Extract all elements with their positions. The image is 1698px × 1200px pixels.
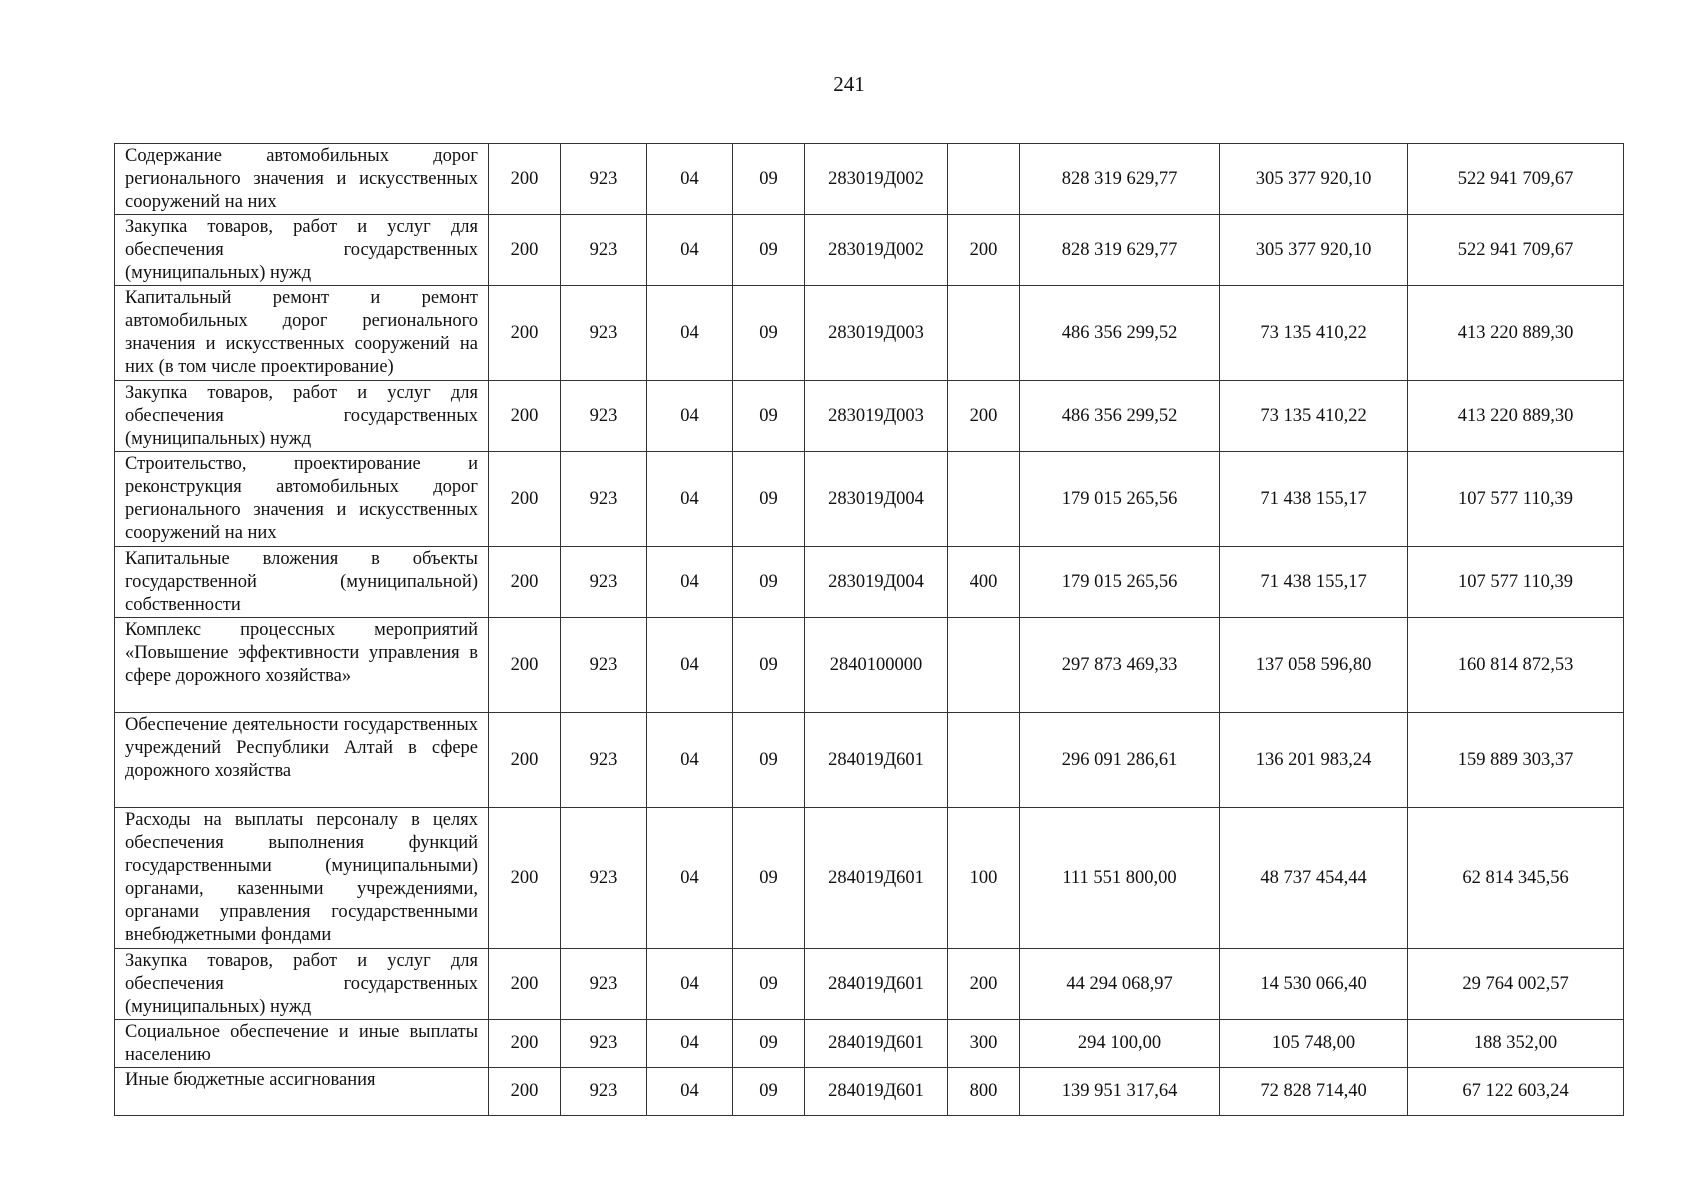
- row-target-cell: 283019Д003: [805, 381, 948, 452]
- row-amount-2-cell: 136 201 983,24: [1220, 713, 1408, 808]
- row-name-cell: Расходы на выплаты персоналу в целях обеспечения выполнения функций государственными (муниципальными) органами, казенными учреждениями, органами управления государственными внебюджетными фондами: [115, 808, 489, 949]
- row-expense-type-cell: 400: [948, 547, 1020, 618]
- row-amount-3-cell: 522 941 709,67: [1408, 215, 1624, 286]
- row-subsection-cell: 09: [733, 215, 805, 286]
- row-target-cell: 283019Д002: [805, 144, 948, 215]
- row-amount-1-cell: 179 015 265,56: [1020, 547, 1220, 618]
- row-code-cell: 200: [489, 547, 561, 618]
- row-section-cell: 04: [647, 1020, 733, 1068]
- row-target-cell: 283019Д004: [805, 547, 948, 618]
- row-ministry-cell: 923: [561, 808, 647, 949]
- row-name-cell: Закупка товаров, работ и услуг для обеспечения государственных (муниципальных) нужд: [115, 215, 489, 286]
- row-amount-3-cell: 67 122 603,24: [1408, 1068, 1624, 1116]
- row-subsection-cell: 09: [733, 1068, 805, 1116]
- row-ministry-cell: 923: [561, 1020, 647, 1068]
- row-amount-2-cell: 71 438 155,17: [1220, 452, 1408, 547]
- row-amount-1-cell: 294 100,00: [1020, 1020, 1220, 1068]
- row-target-cell: 284019Д601: [805, 713, 948, 808]
- row-ministry-cell: 923: [561, 713, 647, 808]
- row-ministry-cell: 923: [561, 618, 647, 713]
- table-row: [115, 547, 1624, 618]
- row-code-cell: 200: [489, 949, 561, 1020]
- row-section-cell: 04: [647, 1068, 733, 1116]
- table-row: [115, 713, 1624, 808]
- table-row: [115, 1020, 1624, 1068]
- row-code-cell: 200: [489, 713, 561, 808]
- row-amount-1-cell: 486 356 299,52: [1020, 286, 1220, 381]
- row-amount-3-cell: 62 814 345,56: [1408, 808, 1624, 949]
- row-expense-type-cell: [948, 713, 1020, 808]
- table-row: [115, 215, 1624, 286]
- row-subsection-cell: 09: [733, 949, 805, 1020]
- row-name-cell: Иные бюджетные ассигнования: [115, 1068, 489, 1116]
- row-amount-3-cell: 107 577 110,39: [1408, 547, 1624, 618]
- row-amount-1-cell: 296 091 286,61: [1020, 713, 1220, 808]
- row-code-cell: 200: [489, 1020, 561, 1068]
- row-amount-2-cell: 71 438 155,17: [1220, 547, 1408, 618]
- row-amount-3-cell: 159 889 303,37: [1408, 713, 1624, 808]
- row-expense-type-cell: 200: [948, 949, 1020, 1020]
- row-name-cell: Строительство, проектирование и реконструкция автомобильных дорог регионального значения и искусственных сооружений на них: [115, 452, 489, 547]
- row-amount-2-cell: 14 530 066,40: [1220, 949, 1408, 1020]
- row-subsection-cell: 09: [733, 286, 805, 381]
- row-code-cell: 200: [489, 1068, 561, 1116]
- row-target-cell: 283019Д003: [805, 286, 948, 381]
- row-amount-1-cell: 828 319 629,77: [1020, 144, 1220, 215]
- row-code-cell: 200: [489, 144, 561, 215]
- row-section-cell: 04: [647, 547, 733, 618]
- row-target-cell: 284019Д601: [805, 1020, 948, 1068]
- row-name-cell: Капитальный ремонт и ремонт автомобильных дорог регионального значения и искусственных сооружений на них (в том числе проектирование): [115, 286, 489, 381]
- row-expense-type-cell: [948, 286, 1020, 381]
- row-section-cell: 04: [647, 286, 733, 381]
- row-expense-type-cell: 100: [948, 808, 1020, 949]
- row-ministry-cell: 923: [561, 381, 647, 452]
- row-name-cell: Закупка товаров, работ и услуг для обеспечения государственных (муниципальных) нужд: [115, 949, 489, 1020]
- row-amount-2-cell: 73 135 410,22: [1220, 286, 1408, 381]
- row-ministry-cell: 923: [561, 144, 647, 215]
- row-name-cell: Капитальные вложения в объекты государственной (муниципальной) собственности: [115, 547, 489, 618]
- row-ministry-cell: 923: [561, 1068, 647, 1116]
- table-row: [115, 618, 1624, 713]
- row-section-cell: 04: [647, 618, 733, 713]
- row-name-cell: Социальное обеспечение и иные выплаты населению: [115, 1020, 489, 1068]
- row-amount-2-cell: 73 135 410,22: [1220, 381, 1408, 452]
- row-amount-3-cell: 160 814 872,53: [1408, 618, 1624, 713]
- row-amount-1-cell: 44 294 068,97: [1020, 949, 1220, 1020]
- row-expense-type-cell: [948, 144, 1020, 215]
- row-ministry-cell: 923: [561, 949, 647, 1020]
- row-section-cell: 04: [647, 144, 733, 215]
- row-section-cell: 04: [647, 808, 733, 949]
- row-amount-1-cell: 486 356 299,52: [1020, 381, 1220, 452]
- row-code-cell: 200: [489, 808, 561, 949]
- row-amount-3-cell: 522 941 709,67: [1408, 144, 1624, 215]
- row-ministry-cell: 923: [561, 215, 647, 286]
- row-subsection-cell: 09: [733, 547, 805, 618]
- row-expense-type-cell: 300: [948, 1020, 1020, 1068]
- row-code-cell: 200: [489, 618, 561, 713]
- row-amount-2-cell: 72 828 714,40: [1220, 1068, 1408, 1116]
- row-section-cell: 04: [647, 452, 733, 547]
- row-target-cell: 283019Д002: [805, 215, 948, 286]
- row-subsection-cell: 09: [733, 381, 805, 452]
- row-amount-1-cell: 179 015 265,56: [1020, 452, 1220, 547]
- row-name-cell: Комплекс процессных мероприятий «Повышение эффективности управления в сфере дорожного хозяйства»: [115, 618, 489, 713]
- row-amount-2-cell: 305 377 920,10: [1220, 215, 1408, 286]
- row-subsection-cell: 09: [733, 144, 805, 215]
- row-subsection-cell: 09: [733, 618, 805, 713]
- row-subsection-cell: 09: [733, 1020, 805, 1068]
- row-section-cell: 04: [647, 713, 733, 808]
- row-subsection-cell: 09: [733, 452, 805, 547]
- row-subsection-cell: 09: [733, 808, 805, 949]
- row-expense-type-cell: [948, 452, 1020, 547]
- table-row: [115, 286, 1624, 381]
- row-amount-1-cell: 111 551 800,00: [1020, 808, 1220, 949]
- budget-table: [114, 143, 1624, 1116]
- row-target-cell: 284019Д601: [805, 808, 948, 949]
- row-name-cell: Обеспечение деятельности государственных учреждений Республики Алтай в сфере дорожного хозяйства: [115, 713, 489, 808]
- row-amount-3-cell: 413 220 889,30: [1408, 381, 1624, 452]
- row-amount-2-cell: 137 058 596,80: [1220, 618, 1408, 713]
- row-amount-2-cell: 105 748,00: [1220, 1020, 1408, 1068]
- row-ministry-cell: 923: [561, 452, 647, 547]
- row-amount-1-cell: 828 319 629,77: [1020, 215, 1220, 286]
- row-amount-3-cell: 188 352,00: [1408, 1020, 1624, 1068]
- row-target-cell: 283019Д004: [805, 452, 948, 547]
- row-ministry-cell: 923: [561, 286, 647, 381]
- table-row: [115, 381, 1624, 452]
- table-body: [115, 144, 1624, 1116]
- row-expense-type-cell: [948, 618, 1020, 713]
- row-name-cell: Содержание автомобильных дорог регионального значения и искусственных сооружений на них: [115, 144, 489, 215]
- row-amount-3-cell: 29 764 002,57: [1408, 949, 1624, 1020]
- row-subsection-cell: 09: [733, 713, 805, 808]
- row-code-cell: 200: [489, 452, 561, 547]
- row-target-cell: 284019Д601: [805, 949, 948, 1020]
- page-number: 241: [833, 72, 865, 96]
- row-ministry-cell: 923: [561, 547, 647, 618]
- row-section-cell: 04: [647, 215, 733, 286]
- row-amount-1-cell: 297 873 469,33: [1020, 618, 1220, 713]
- table-row: [115, 144, 1624, 215]
- row-code-cell: 200: [489, 381, 561, 452]
- row-expense-type-cell: 200: [948, 381, 1020, 452]
- row-target-cell: 284019Д601: [805, 1068, 948, 1116]
- row-code-cell: 200: [489, 286, 561, 381]
- row-expense-type-cell: 200: [948, 215, 1020, 286]
- row-name-cell: Закупка товаров, работ и услуг для обеспечения государственных (муниципальных) нужд: [115, 381, 489, 452]
- row-target-cell: 2840100000: [805, 618, 948, 713]
- row-amount-2-cell: 48 737 454,44: [1220, 808, 1408, 949]
- row-section-cell: 04: [647, 949, 733, 1020]
- row-amount-2-cell: 305 377 920,10: [1220, 144, 1408, 215]
- table-row: [115, 1068, 1624, 1116]
- table-row: [115, 949, 1624, 1020]
- row-section-cell: 04: [647, 381, 733, 452]
- row-code-cell: 200: [489, 215, 561, 286]
- table-row: [115, 808, 1624, 949]
- row-expense-type-cell: 800: [948, 1068, 1020, 1116]
- row-amount-3-cell: 413 220 889,30: [1408, 286, 1624, 381]
- row-amount-3-cell: 107 577 110,39: [1408, 452, 1624, 547]
- table-row: [115, 452, 1624, 547]
- row-amount-1-cell: 139 951 317,64: [1020, 1068, 1220, 1116]
